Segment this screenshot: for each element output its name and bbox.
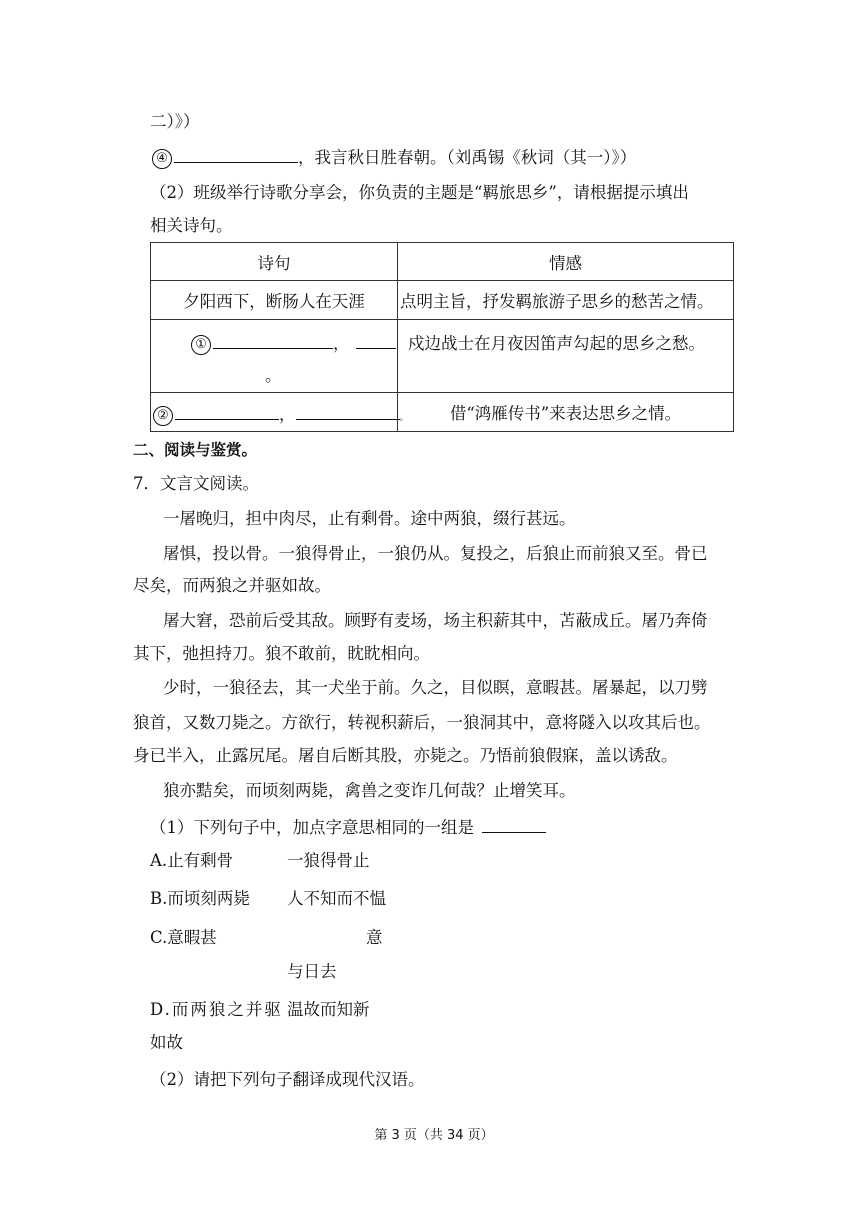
table-row [151, 393, 734, 432]
row3-emotion: 借“鸿雁传书”来表达思乡之情。 [398, 393, 734, 432]
table-header-row [151, 243, 734, 281]
option-a-right: 一狼得骨止 [287, 851, 370, 870]
row2-comma: ， [333, 334, 350, 353]
table-row [151, 320, 734, 393]
sub-question-1 [150, 816, 546, 839]
answer-blank-row2-a[interactable] [213, 332, 333, 349]
row3-comma: ， [279, 405, 296, 424]
passage-paragraph-cont: 尽矣，而两狼之并驱如故。 [133, 576, 331, 595]
poem-emotion-table [150, 242, 734, 432]
answer-blank-row3-b[interactable] [296, 403, 400, 420]
passage-paragraph: 狼亦黠矣，而顷刻两毙，禽兽之变诈几何哉？止增笑耳。 [163, 781, 576, 800]
option-c-right-a: 意 [366, 928, 383, 947]
passage-paragraph: 一屠晚归，担中肉尽，止有剩骨。途中两狼，缀行甚远。 [163, 509, 576, 528]
section-2-heading: 二、阅读与鉴赏。 [133, 441, 258, 459]
option-d-right: 温故而知新 [287, 1000, 370, 1019]
answer-blank-4[interactable] [174, 146, 298, 163]
option-d-left-cont: 如故 [150, 1033, 183, 1052]
option-c-right-b: 与日去 [287, 962, 337, 981]
page-footer: 第 3 页（共 34 页） [374, 1128, 494, 1143]
answer-blank-row2-b[interactable] [356, 332, 396, 349]
option-b-right: 人不知而不愠 [287, 889, 386, 908]
passage-paragraph: 屠大窘，恐前后受其敌。顾野有麦场，场主积薪其中，苫蔽成丘。屠乃奔倚 [163, 611, 708, 630]
item-4-marker: ④ [152, 149, 172, 169]
row2-period: 。 [265, 366, 282, 385]
row3-poem [151, 393, 409, 432]
sub-question-2-q7: （2）请把下列句子翻译成现代汉语。 [150, 1070, 425, 1089]
passage-paragraph-cont: 身已半入，止露尻尾。屠自后断其股，亦毙之。乃悟前狼假寐，盖以诱敌。 [133, 746, 678, 765]
sub-question-2-cont: 相关诗句。 [150, 216, 233, 235]
question-7-title: 7．文言文阅读。 [133, 474, 259, 493]
header-poem: 诗句 [151, 243, 398, 281]
row1-poem: 夕阳西下，断肠人在天涯 [151, 281, 398, 320]
option-a-left: A.止有剩骨 [150, 851, 234, 870]
answer-blank-q7-1[interactable] [482, 816, 546, 833]
continued-line: 二）》） [150, 112, 200, 131]
passage-paragraph: 少时，一狼径去，其一犬坐于前。久之，目似瞑，意暇甚。屠暴起，以刀劈 [163, 678, 708, 697]
option-d-left: D.而两狼之并驱 [150, 1000, 283, 1019]
row2-emotion: 戍边战士在月夜因笛声勾起的思乡之愁。 [398, 320, 734, 393]
option-c-left: C.意暇甚 [150, 928, 217, 947]
row3-period: 。 [399, 413, 409, 423]
header-emotion: 情感 [398, 243, 734, 281]
row2-poem [151, 320, 398, 393]
row2-marker: ① [191, 335, 211, 355]
passage-paragraph-cont: 狼首，又数刀毙之。方欲行，转视积薪后，一狼洞其中，意将隧入以攻其后也。 [133, 713, 711, 732]
passage-paragraph: 屠惧，投以骨。一狼得骨止，一狼仍从。复投之，后狼止而前狼又至。骨已 [163, 544, 708, 563]
option-b-left: B.而顷刻两毙 [150, 889, 250, 908]
sub-question-2: （2）班级举行诗歌分享会，你负责的主题是“羁旅思乡”，请根据提示填出 [150, 183, 689, 202]
sub-question-1-text: （1）下列句子中，加点字意思相同的一组是 [150, 818, 474, 837]
item-4-line [152, 146, 636, 169]
passage-paragraph-cont: 其下，弛担持刀。狼不敢前，眈眈相向。 [133, 644, 430, 663]
row1-emotion: 点明主旨，抒发羁旅游子思乡的愁苦之情。 [398, 281, 734, 320]
answer-blank-row3-a[interactable] [175, 403, 279, 420]
item-4-text: ，我言秋日胜春朝。（刘禹锡《秋词（其一）》） [298, 148, 637, 167]
row3-marker: ② [153, 406, 173, 426]
table-row [151, 281, 734, 320]
